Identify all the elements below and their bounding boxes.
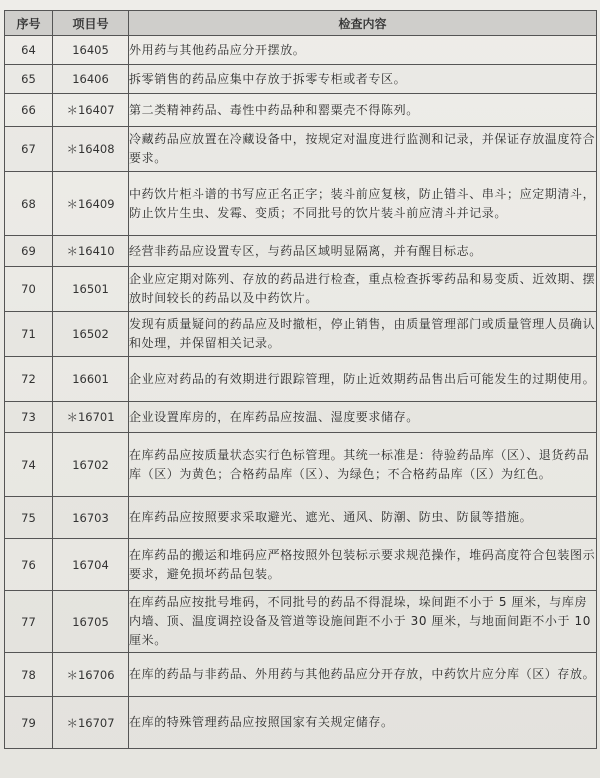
- table-header: [5, 11, 597, 36]
- row-code: 16704: [53, 539, 129, 591]
- row-seq: 79: [5, 697, 53, 749]
- table-body: [5, 36, 597, 749]
- row-seq: 77: [5, 591, 53, 653]
- row-code: ＊16409: [53, 172, 129, 236]
- row-content: 在库的药品与非药品、外用药与其他药品应分开存放，中药饮片应分库（区）存放。: [129, 653, 597, 697]
- row-content: 中药饮片柜斗谱的书写应正名正字；装斗前应复核，防止错斗、串斗；应定期清斗，防止饮片生虫、发霉、变质；不同批号的饮片装斗前应清斗并记录。: [129, 172, 597, 236]
- row-seq: 76: [5, 539, 53, 591]
- row-content: 企业应对药品的有效期进行跟踪管理，防止近效期药品售出后可能发生的过期使用。: [129, 357, 597, 402]
- table-row: [5, 36, 597, 65]
- table-row: [5, 653, 597, 697]
- row-seq: 78: [5, 653, 53, 697]
- header-row: [5, 11, 597, 36]
- row-code: 16502: [53, 312, 129, 357]
- table-row: [5, 357, 597, 402]
- table-row: [5, 312, 597, 357]
- row-seq: 73: [5, 402, 53, 433]
- row-code: 16702: [53, 433, 129, 497]
- row-seq: 69: [5, 236, 53, 267]
- row-seq: 66: [5, 94, 53, 127]
- table-row: [5, 65, 597, 94]
- table-row: [5, 236, 597, 267]
- row-content: 外用药与其他药品应分开摆放。: [129, 36, 597, 65]
- row-code: 16406: [53, 65, 129, 94]
- table-row: [5, 497, 597, 539]
- row-seq: 67: [5, 127, 53, 172]
- row-seq: 70: [5, 267, 53, 312]
- table-row: [5, 697, 597, 749]
- row-content: 经营非药品应设置专区，与药品区域明显隔离，并有醒目标志。: [129, 236, 597, 267]
- row-content: 在库药品应按照要求采取避光、遮光、通风、防潮、防虫、防鼠等措施。: [129, 497, 597, 539]
- row-code: ＊16408: [53, 127, 129, 172]
- row-content: 企业应定期对陈列、存放的药品进行检查，重点检查拆零药品和易变质、近效期、摆放时间较长的药品以及中药饮片。: [129, 267, 597, 312]
- row-code: 16501: [53, 267, 129, 312]
- header-code: 项目号: [53, 11, 129, 36]
- row-content: 冷藏药品应放置在冷藏设备中，按规定对温度进行监测和记录，并保证存放温度符合要求。: [129, 127, 597, 172]
- row-content: 在库药品应按质量状态实行色标管理。其统一标准是：待验药品库（区）、退货药品库（区）为黄色；合格药品库（区）、为绿色；不合格药品库（区）为红色。: [129, 433, 597, 497]
- table-row: [5, 433, 597, 497]
- row-content: 在库药品的搬运和堆码应严格按照外包装标示要求规范操作，堆码高度符合包装图示要求，避免损坏药品包装。: [129, 539, 597, 591]
- inspection-table: [4, 10, 597, 749]
- header-seq: 序号: [5, 11, 53, 36]
- table-row: [5, 402, 597, 433]
- row-code: 16405: [53, 36, 129, 65]
- row-code: ＊16701: [53, 402, 129, 433]
- row-seq: 75: [5, 497, 53, 539]
- row-code: 16601: [53, 357, 129, 402]
- row-content: 发现有质量疑问的药品应及时撤柜，停止销售，由质量管理部门或质量管理人员确认和处理，并保留相关记录。: [129, 312, 597, 357]
- table-row: [5, 591, 597, 653]
- row-seq: 72: [5, 357, 53, 402]
- row-code: ＊16707: [53, 697, 129, 749]
- table-row: [5, 539, 597, 591]
- row-content: 企业设置库房的，在库药品应按温、湿度要求储存。: [129, 402, 597, 433]
- table-row: [5, 267, 597, 312]
- table-row: [5, 127, 597, 172]
- row-seq: 74: [5, 433, 53, 497]
- row-code: ＊16407: [53, 94, 129, 127]
- header-content: 检查内容: [129, 11, 597, 36]
- row-content: 在库药品应按批号堆码，不同批号的药品不得混垛，垛间距不小于 5 厘米，与库房内墙、顶、温度调控设备及管道等设施间距不小于 30 厘米，与地面间距不小于 10 厘米。: [129, 591, 597, 653]
- row-code: ＊16706: [53, 653, 129, 697]
- row-code: ＊16410: [53, 236, 129, 267]
- row-code: 16703: [53, 497, 129, 539]
- row-seq: 68: [5, 172, 53, 236]
- row-content: 拆零销售的药品应集中存放于拆零专柜或者专区。: [129, 65, 597, 94]
- row-code: 16705: [53, 591, 129, 653]
- row-seq: 71: [5, 312, 53, 357]
- row-seq: 65: [5, 65, 53, 94]
- table-row: [5, 94, 597, 127]
- row-content: 在库的特殊管理药品应按照国家有关规定储存。: [129, 697, 597, 749]
- table-row: [5, 172, 597, 236]
- row-seq: 64: [5, 36, 53, 65]
- row-content: 第二类精神药品、毒性中药品种和罂粟壳不得陈列。: [129, 94, 597, 127]
